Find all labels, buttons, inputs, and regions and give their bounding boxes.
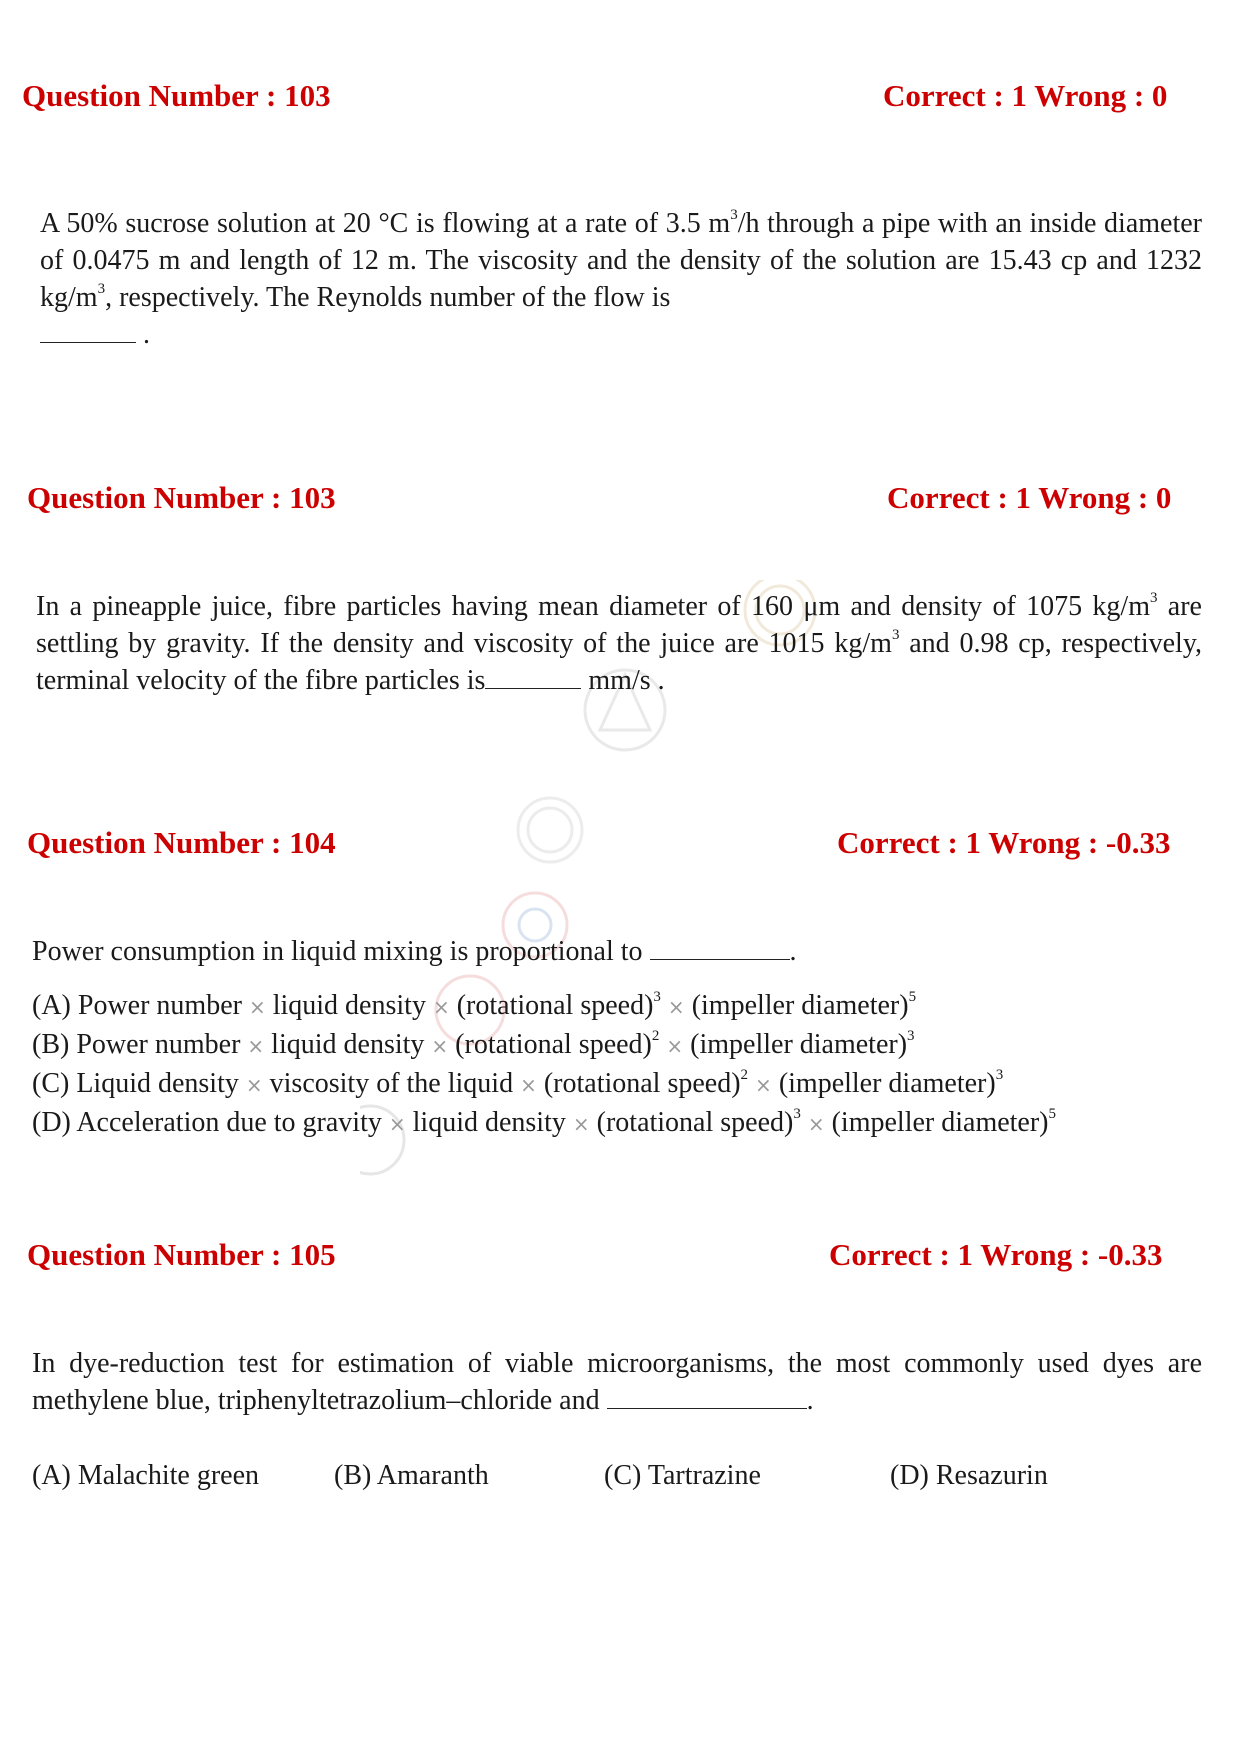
options-list: [32, 1457, 1212, 1497]
question-text: A 50% sucrose solution at 20 °C is flowing at a rate of 3.5 $m^3/h$ through a pipe with an inside diameter of 0.0475 m and length of 12 m. The viscosity and the density of the solution are 15.43 cp and 1232 $kg/m^3$, respectively. The Reynolds number of the flow is .: [40, 207, 1202, 350]
option-d: (D) Resazurin: [890, 1460, 1048, 1491]
answer-blank: [607, 1382, 807, 1409]
option-c: (C) Liquid density × viscosity of the liquid × (rotational speed)$^2$ × (impeller diameter)$^3$: [32, 1067, 1004, 1099]
answer-blank: [485, 662, 581, 689]
question-header: [0, 1237, 1240, 1281]
answer-blank: [40, 316, 136, 343]
question-header: [0, 480, 1240, 524]
option-b: (B) Power number × liquid density × (rotational speed)$^2$ × (impeller diameter)$^3$: [32, 1028, 915, 1060]
option-a: (A) Malachite green: [32, 1460, 259, 1491]
marking-scheme: Correct : 1 Wrong : 0: [883, 78, 1168, 113]
marking-scheme: Correct : 1 Wrong : 0: [887, 480, 1172, 515]
question-number: Question Number : 105: [27, 1237, 336, 1272]
options-list: [32, 987, 1212, 1143]
marking-scheme: Correct : 1 Wrong : -0.33: [829, 1237, 1163, 1272]
question-text: In a pineapple juice, fibre particles having mean diameter of 160 μm and density of 1075 $kg/m^3$ are settling by gravity. If the density and viscosity of the juice are 1015 $kg/m^3$ and 0.98 cp, respectively, terminal velocity of the fibre particles is mm/s .: [36, 590, 1203, 696]
question-number: Question Number : 104: [27, 825, 336, 860]
question-header: [0, 825, 1240, 869]
question-header: [0, 78, 1240, 122]
option-d: (D) Acceleration due to gravity × liquid density × (rotational speed)$^3$ × (impeller diameter)$^5$: [32, 1106, 1056, 1138]
option-c: (C) Tartrazine: [604, 1460, 761, 1491]
option-a: (A) Power number × liquid density × (rotational speed)$^3$ × (impeller diameter)$^5$: [32, 989, 917, 1021]
question-number: Question Number : 103: [22, 78, 331, 113]
question-text: Power consumption in liquid mixing is proportional to .: [32, 933, 1202, 970]
question-number: Question Number : 103: [27, 480, 336, 515]
option-b: (B) Amaranth: [334, 1460, 489, 1491]
marking-scheme: Correct : 1 Wrong : -0.33: [837, 825, 1171, 860]
answer-blank: [650, 933, 790, 960]
question-text: In dye-reduction test for estimation of viable microorganisms, the most commonly used dyes are methylene blue, triphenyltetrazolium–chloride and .: [32, 1348, 1202, 1416]
